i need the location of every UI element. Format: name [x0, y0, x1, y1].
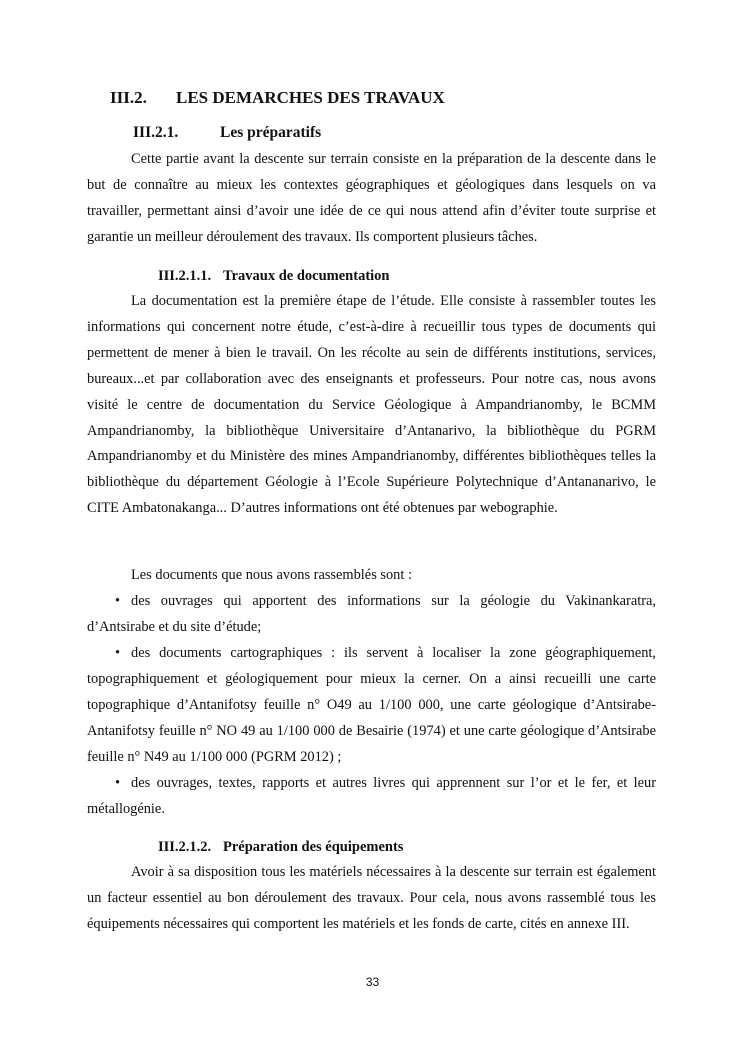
section-number: III.2.: [110, 88, 147, 107]
subsubsection-2-number: III.2.1.2.: [158, 839, 212, 855]
page-number: 33: [365, 975, 380, 989]
subsubsection-1-number: III.2.1.1.: [158, 268, 212, 284]
documentation-paragraph: La documentation est la première étape de l’étude. Elle consiste à rassembler toutes les informations qui concernent notre étude, c’est-à-dire à recueillir tous types de documents qui permettent de mener à bien le travail. On les récolte au sein de différents institutions, services, bureaux...et par collaboration avec des enseignants et professeurs. Pour notre cas, nous avons visité le centre de documentation du Service Géologique à Ampandrianomby, le BCMM Ampandrianomby, la bibliothèque Universitaire d’Antanarivo, la bibliothèque du PGRM Ampandrianomby et du Ministère des mines Ampandrianomby, différentes bibliothèques telles la bibliothèque du département Géologie à l’Ecole Supérieure Polytechnique d’Antananarivo, le CITE Ambatonakanga... D’autres informations ont été obtenues par webographie.: [87, 293, 656, 517]
list-item: [87, 771, 656, 823]
subsection-title: Les préparatifs: [220, 124, 322, 141]
subsubsection-1-title: Travaux de documentation: [223, 268, 390, 284]
subsection-number: III.2.1.: [133, 124, 179, 141]
list-item: [87, 641, 656, 771]
documents-list-intro: Les documents que nous avons rassemblés sont :: [131, 567, 412, 583]
intro-paragraph: Cette partie avant la descente sur terrain consiste en la préparation de la descente dans le but de connaître au mieux les contextes géographiques et géologiques dans lesquels on va travailler, permettant ainsi d’avoir une idée de ce qui nous attend afin d’éviter toute surprise et garantie un meilleur déroulement des travaux. Ils comportent plusieurs tâches.: [87, 151, 656, 245]
equipment-paragraph: Avoir à sa disposition tous les matériels nécessaires à la descente sur terrain est également un facteur essentiel au bon déroulement des travaux. Pour cela, nous avons rassemblé tous les équipements nécessaires qui comportent les matériels et les fonds de carte, cités en annexe III.: [87, 864, 656, 932]
subsection-heading: [133, 124, 321, 142]
list-item-text: des ouvrages qui apportent des informations sur la géologie du Vakinankaratra, d’Antsirabe et du site d’étude;: [87, 593, 656, 635]
section-title: LES DEMARCHES DES TRAVAUX: [176, 88, 445, 107]
list-item-text: des ouvrages, textes, rapports et autres livres qui apprennent sur l’or et le fer, et leur métallogénie.: [87, 775, 656, 817]
bullet-icon: •: [115, 593, 121, 609]
subsubsection-2-heading: [158, 839, 403, 856]
bullet-icon: •: [115, 775, 121, 791]
list-item: [87, 589, 656, 641]
list-item-text: des documents cartographiques : ils servent à localiser la zone géographiquement, topographiquement et géologiquement pour mieux la cerner. On a ainsi recueilli une carte topographique d’Antanifotsy feuille n° O49 au 1/100 000, une carte géologique d’Antsirabe-Antanifotsy feuille n° NO 49 au 1/100 000 de Besairie (1974) et une carte géologique d’Antsirabe feuille n° N49 au 1/100 000 (PGRM 2012) ;: [87, 645, 656, 765]
subsubsection-2-title: Préparation des équipements: [223, 839, 404, 855]
section-heading: [110, 88, 445, 108]
subsubsection-1-heading: [158, 268, 390, 285]
bullet-icon: •: [115, 645, 121, 661]
